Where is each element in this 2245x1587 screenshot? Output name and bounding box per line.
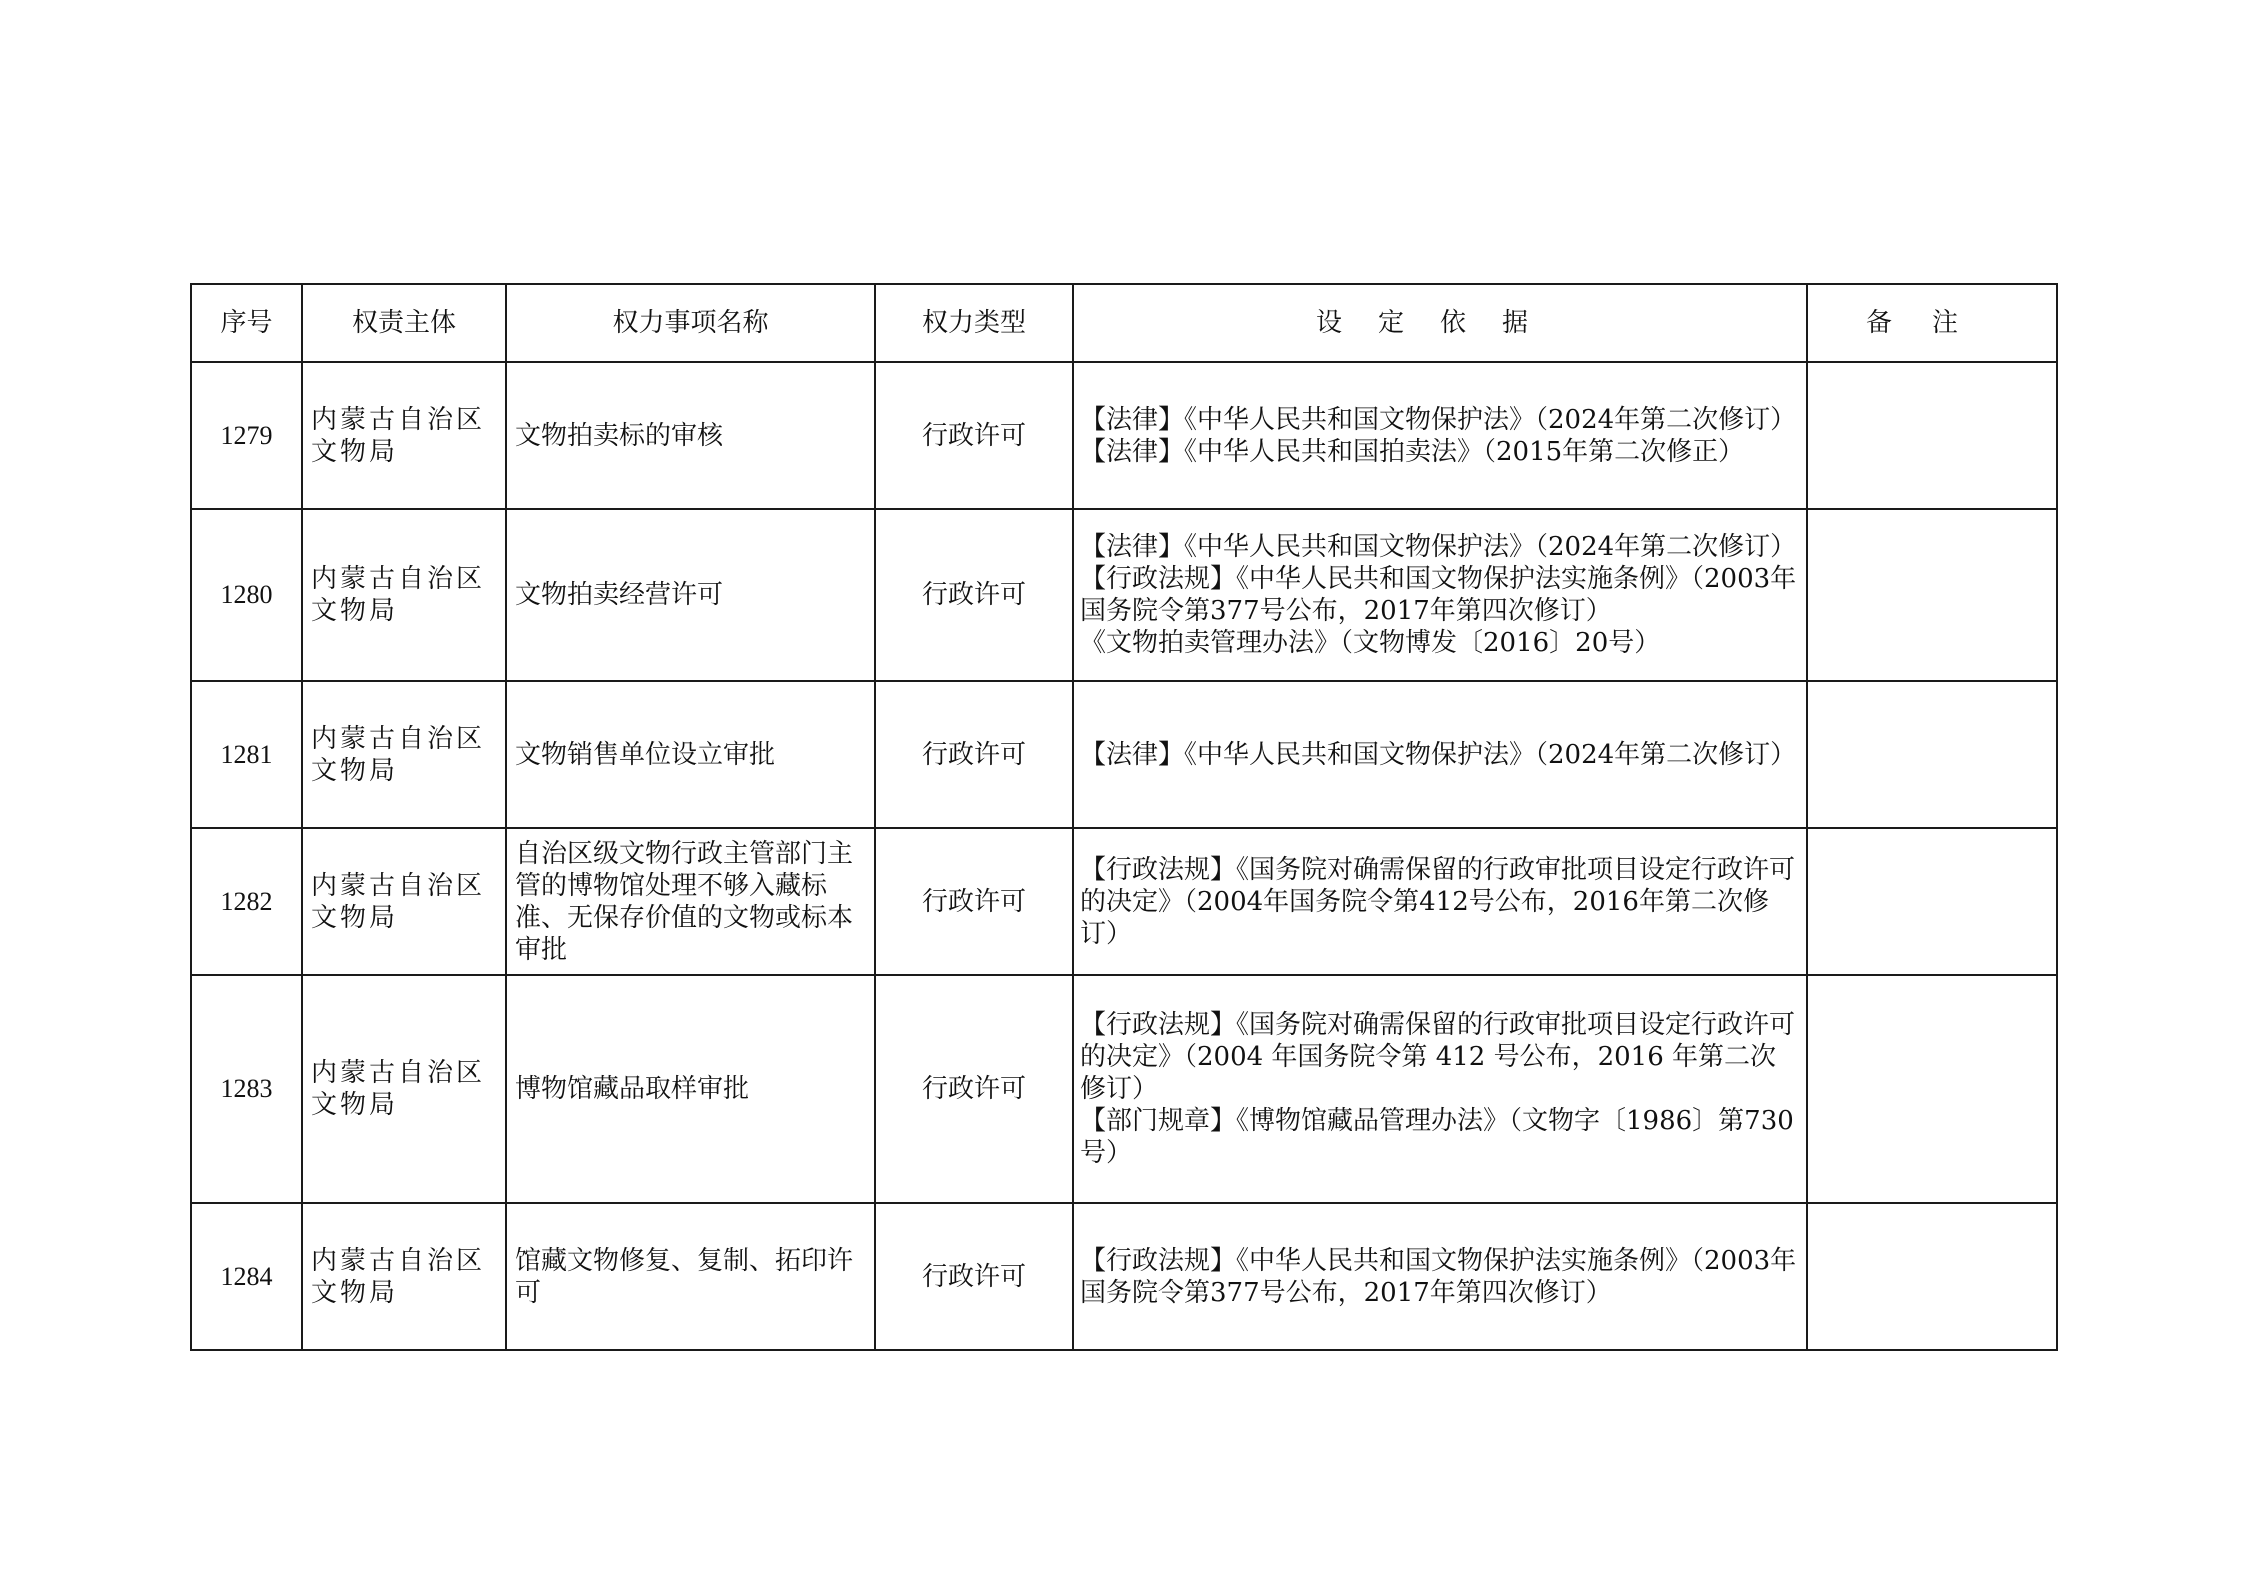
row-remark: [1807, 828, 2057, 975]
table-row: [191, 975, 2057, 1203]
header-subject: 权责主体: [302, 284, 506, 362]
row-basis: [1073, 362, 1807, 509]
header-num: 序号: [191, 284, 302, 362]
row-basis: [1073, 828, 1807, 975]
row-type: 行政许可: [875, 975, 1073, 1203]
row-remark: [1807, 509, 2057, 681]
row-item: 文物拍卖标的审核: [506, 362, 875, 509]
row-remark: [1807, 681, 2057, 828]
basis-line: 《文物拍卖管理办法》（文物博发〔2016〕20号）: [1080, 628, 1661, 658]
row-type: 行政许可: [875, 362, 1073, 509]
table-row: [191, 681, 2057, 828]
row-item: 博物馆藏品取样审批: [506, 975, 875, 1203]
basis-line: 【法律】《中华人民共和国文物保护法》（2024年第二次修订）: [1080, 739, 1797, 770]
row-num: 1280: [191, 509, 302, 681]
row-subject: 内蒙古自治区文物局: [302, 828, 506, 975]
row-num: 1279: [191, 362, 302, 509]
row-basis: [1073, 975, 1807, 1203]
basis-line: 【部门规章】《博物馆藏品管理办法》（文物字〔1986〕第730号）: [1080, 1106, 1794, 1168]
row-remark: [1807, 1203, 2057, 1350]
row-subject: 内蒙古自治区文物局: [302, 681, 506, 828]
table-row: [191, 1203, 2057, 1350]
header-basis: 设定依据: [1073, 284, 1807, 362]
header-type: 权力类型: [875, 284, 1073, 362]
basis-line: 【行政法规】《国务院对确需保留的行政审批项目设定行政许可的决定》（2004 年国务院令第 412 号公布，2016 年第二次修订）: [1080, 1010, 1796, 1104]
table-row: [191, 828, 2057, 975]
row-basis: [1073, 1203, 1807, 1350]
basis-line: 【法律】《中华人民共和国文物保护法》（2024年第二次修订）: [1080, 532, 1797, 562]
row-num: 1284: [191, 1203, 302, 1350]
row-subject: 内蒙古自治区文物局: [302, 975, 506, 1203]
row-basis: [1073, 681, 1807, 828]
row-num: 1283: [191, 975, 302, 1203]
basis-line: 【行政法规】《国务院对确需保留的行政审批项目设定行政许可的决定》（2004年国务院令第412号公布，2016年第二次修订）: [1080, 854, 1796, 949]
table-row: [191, 362, 2057, 509]
row-type: 行政许可: [875, 681, 1073, 828]
row-num: 1282: [191, 828, 302, 975]
row-basis: [1073, 509, 1807, 681]
row-remark: [1807, 975, 2057, 1203]
header-item: 权力事项名称: [506, 284, 875, 362]
row-item: 自治区级文物行政主管部门主管的博物馆处理不够入藏标准、无保存价值的文物或标本审批: [506, 828, 875, 975]
basis-line: 【行政法规】《中华人民共和国文物保护法实施条例》（2003年国务院令第377号公布，2017年第四次修订）: [1080, 564, 1797, 626]
row-subject: 内蒙古自治区文物局: [302, 509, 506, 681]
header-remark: 备注: [1807, 284, 2057, 362]
table-row: [191, 509, 2057, 681]
basis-line: 【行政法规】《中华人民共和国文物保护法实施条例》（2003年国务院令第377号公布，2017年第四次修订）: [1080, 1245, 1797, 1308]
table-header-row: [191, 284, 2057, 362]
row-type: 行政许可: [875, 1203, 1073, 1350]
basis-line: 【法律】《中华人民共和国文物保护法》（2024年第二次修订）: [1080, 404, 1797, 435]
row-item: 文物拍卖经营许可: [506, 509, 875, 681]
row-type: 行政许可: [875, 509, 1073, 681]
row-item: 馆藏文物修复、复制、拓印许可: [506, 1203, 875, 1350]
row-subject: 内蒙古自治区文物局: [302, 362, 506, 509]
row-item: 文物销售单位设立审批: [506, 681, 875, 828]
row-num: 1281: [191, 681, 302, 828]
power-list-table: [190, 283, 2058, 1351]
row-subject: 内蒙古自治区文物局: [302, 1203, 506, 1350]
row-type: 行政许可: [875, 828, 1073, 975]
row-remark: [1807, 362, 2057, 509]
basis-line: 【法律】《中华人民共和国拍卖法》（2015年第二次修正）: [1080, 436, 1745, 467]
